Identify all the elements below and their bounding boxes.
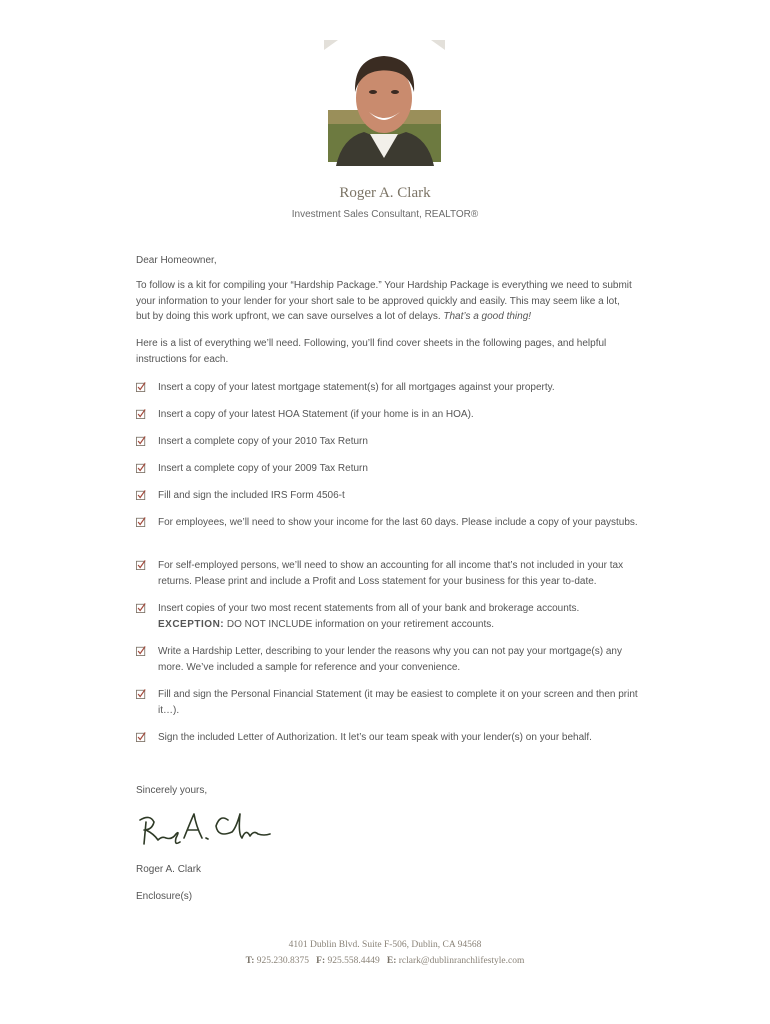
checklist-item-text: For self-employed persons, we’ll need to show an accounting for all income that’s not included in your tax returns. Please print and include a Profit and Loss statement for your business for this year to-date. (158, 560, 624, 587)
fax-number: 925.558.4449 (325, 956, 380, 966)
checklist-item-text: Sign the included Letter of Authorization. It let’s our team speak with your lender(s) on your behalf. (158, 732, 592, 743)
checklist-item-text: Fill and sign the included IRS Form 4506-t (158, 490, 345, 501)
signer-name: Roger A. Clark (136, 864, 202, 875)
checklist-item-text (158, 601, 638, 632)
checked-box-icon (136, 409, 146, 419)
enclosure-note: Enclosure(s) (136, 891, 193, 902)
closing: Sincerely yours, (136, 785, 208, 796)
signature-image (136, 808, 276, 848)
checklist-item-text: For employees, we’ll need to show your income for the last 60 days. Please include a copy of your paystubs. (158, 517, 638, 528)
exception-text: DO NOT INCLUDE information on your retirement accounts. (224, 618, 495, 630)
greeting: Dear Homeowner, (136, 255, 217, 266)
checked-box-icon (136, 646, 146, 656)
checked-box-icon (136, 603, 146, 613)
checked-box-icon (136, 382, 146, 392)
checked-box-icon (136, 689, 146, 699)
headshot-photo (324, 40, 445, 166)
checklist-item-main: Insert copies of your two most recent statements from all of your bank and brokerage accounts. (158, 603, 580, 614)
checklist-item-text: Insert a complete copy of your 2009 Tax Return (158, 463, 368, 474)
agent-name: Roger A. Clark (339, 185, 431, 201)
intro-text: To follow is a kit for compiling your “Hardship Package.” Your Hardship Package is everything we need to submit your information to your lender for your short sale to be approved quickly and easily. This may seem like a lot, but by doing this work upfront, we can save ourselves a lot of delays. (136, 280, 632, 322)
phone-label: T: (245, 956, 255, 966)
checked-box-icon (136, 463, 146, 473)
checklist-item-text: Insert a copy of your latest mortgage statement(s) for all mortgages against your property. (158, 382, 555, 393)
agent-title: Investment Sales Consultant, REALTOR® (291, 209, 479, 220)
checklist-item-text: Insert a complete copy of your 2010 Tax Return (158, 436, 368, 447)
intro-paragraph (136, 278, 636, 325)
footer-address: 4101 Dublin Blvd. Suite F-506, Dublin, CA 94568 (288, 940, 482, 950)
list-intro-paragraph: Here is a list of everything we’ll need. Following, you’ll find cover sheets in the following pages, and helpful instructions for each. (136, 338, 607, 365)
checklist-item-text: Write a Hardship Letter, describing to your lender the reasons why you can not pay your mortgage(s) any more. We’ve included a sample for reference and your convenience. (158, 646, 622, 673)
checked-box-icon (136, 560, 146, 570)
phone-number: 925.230.8375 (254, 956, 310, 966)
email-address: rclark@dublinranchlifestyle.com (396, 956, 525, 966)
checked-box-icon (136, 436, 146, 446)
checked-box-icon (136, 732, 146, 742)
checked-box-icon (136, 490, 146, 500)
checklist-item-text: Fill and sign the Personal Financial Statement (it may be easiest to complete it on your screen and then print it…). (158, 689, 638, 716)
email-label: E: (386, 956, 397, 966)
fax-label: F: (316, 956, 326, 966)
footer-contact (0, 956, 770, 966)
checked-box-icon (136, 517, 146, 527)
checklist-item-text: Insert a copy of your latest HOA Statement (if your home is in an HOA). (158, 409, 474, 420)
exception-label: EXCEPTION: (158, 618, 225, 630)
intro-emphasis: That’s a good thing! (443, 311, 532, 322)
